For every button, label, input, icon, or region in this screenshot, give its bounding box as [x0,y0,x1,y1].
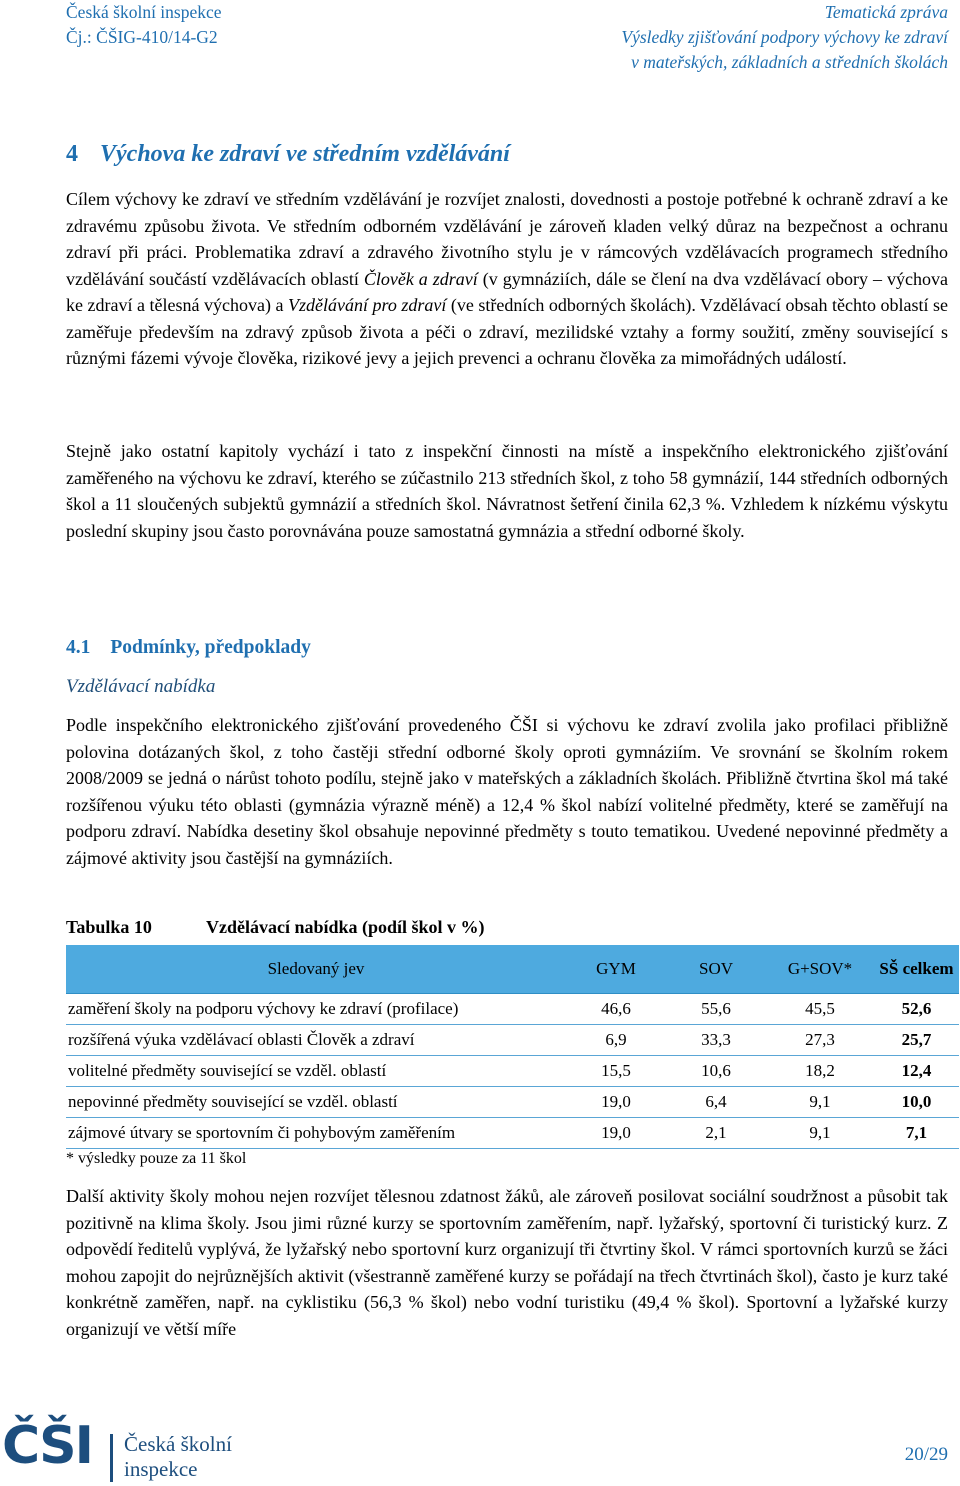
cell-gym: 19,0 [566,1087,666,1118]
cell-total: 7,1 [874,1118,959,1149]
row-label: nepovinné předměty související se vzděl. oblastí [66,1087,566,1118]
row-label: zájmové útvary se sportovním či pohybovým zaměřením [66,1118,566,1149]
subsubsection-heading: Vzdělávací nabídka [66,676,216,697]
table-row [66,994,959,1025]
section-number: 4 [66,141,78,167]
cell-sov: 6,4 [666,1087,766,1118]
table-row [66,1087,959,1118]
cell-gsov: 9,1 [766,1118,874,1149]
logo-abbreviation: ČŠI [2,1416,92,1476]
logo-name-line-2: inspekce [124,1457,198,1481]
intro-text-a: Cílem výchovy ke zdraví ve středním vzdělávání je rozvíjet znalosti, dovednosti a postoje potřebné k ochraně zdraví a ke zdravému způsobu života. Ve středním odborném vzdělávání je zároveň kladen velký důraz na bezpečnost a ochranu zdraví při práci. Problematika zdraví a zdravého životního stylu je v rámcových vzdělávacích programech středního vzdělávání součástí vzdělávacích oblastí [66,189,948,289]
table-header-row [66,945,959,994]
page-number: 20/29 [904,1444,948,1465]
header-report-scope: v mateřských, základních a středních školách [631,52,948,72]
header-report-title: Výsledky zjišťování podpory výchovy ke zdraví [621,27,948,47]
row-label: zaměření školy na podporu výchovy ke zdraví (profilace) [66,994,566,1025]
header-org: Česká školní inspekce [66,2,222,22]
col-header-sov: SOV [666,945,766,994]
subsection-number: 4.1 [66,637,91,658]
cell-gsov: 18,2 [766,1056,874,1087]
cell-sov: 33,3 [666,1025,766,1056]
table-note: * výsledky pouze za 11 škol [66,1150,247,1167]
cell-gsov: 45,5 [766,994,874,1025]
cell-sov: 55,6 [666,994,766,1025]
table-title: Vzdělávací nabídka (podíl škol v %) [206,917,485,937]
cell-total: 12,4 [874,1056,959,1087]
header-ref-number: Čj.: ČŠIG-410/14-G2 [66,27,218,47]
offer-paragraph: Podle inspekčního elektronického zjišťování provedeného ČŠI si výchovu ke zdraví zvolila jako profilaci přibližně polovina dotázaných škol, z toho častěji střední odborné školy oproti gymnáziím. Ve srovnání se školním rokem 2008/2009 se jedná o nárůst tohoto podílu, stejně jako v mateřských a základních školách. Přibližně čtvrtina škol má také rozšířenou výuku této oblasti (gymnázia výrazně méně) a 12,4 % škol nabízí volitelné předměty, které se zaměřují na podporu zdraví. Nabídka desetiny škol obsahuje nepovinné předměty s touto tematikou. Uvedené nepovinné předměty a zájmové aktivity jsou častější na gymnáziích. [66,715,948,868]
table-row [66,1056,959,1087]
csi-logo [0,1414,270,1484]
cell-total: 10,0 [874,1087,959,1118]
activities-paragraph: Další aktivity školy mohou nejen rozvíjet tělesnou zdatnost žáků, ale zároveň posilovat sociální soudržnost a působit tak pozitivně na klima školy. Jsou jimi různé kurzy se sportovním zaměřením, např. lyžařský, sportovní či turistický kurz. Z odpovědí ředitelů vyplývá, že lyžařský nebo sportovní kurz organizují tři čtvrtiny škol. V rámci sportovních kurzů se žáci mohou zapojit do nejrůznějších aktivit (všestranně zaměřené kurzy se pořádají na třech čtvrtinách škol), často je kurz také konkrétně zaměřen, např. na cyklistiku (56,3 % škol) nebo vodní turistiku (49,4 % škol). Sportovní a lyžařské kurzy organizují ve větší míře [66,1186,948,1339]
col-header-gsov: G+SOV* [766,945,874,994]
cell-gym: 15,5 [566,1056,666,1087]
col-header-total: SŠ celkem [874,945,959,994]
table-label: Tabulka 10 [66,917,152,937]
intro-text-c: (ve středních odborných školách). Vzdělávací obsah těchto oblastí se zaměřuje především na zdravý způsob života a péči o zdraví, mezilidské vztahy a formy soužití, změny související s různými fázemi vývoje člověka, rizikové jevy a jejich prevenci a ochranu člověka za mimořádných událostí. [66,295,948,368]
header-report-type: Tematická zpráva [824,2,948,22]
subsection-title: Podmínky, předpoklady [110,637,311,658]
cell-total: 52,6 [874,994,959,1025]
header-right [621,0,948,75]
table-row [66,1025,959,1056]
table-row [66,1118,959,1149]
education-offer-table [66,945,959,1149]
cell-total: 25,7 [874,1025,959,1056]
cell-gym: 19,0 [566,1118,666,1149]
cell-gym: 46,6 [566,994,666,1025]
cell-sov: 2,1 [666,1118,766,1149]
logo-name [124,1432,232,1482]
header-left [66,0,222,50]
cell-gym: 6,9 [566,1025,666,1056]
logo-divider [110,1434,113,1482]
section-title: Výchova ke zdraví ve středním vzdělávání [100,141,510,167]
row-label: rozšířená výuka vzdělávací oblasti Člověk a zdraví [66,1025,566,1056]
intro-term-2: Vzdělávání pro zdraví [287,295,447,315]
intro-paragraph [66,186,948,372]
cell-gsov: 9,1 [766,1087,874,1118]
intro-text-b: (v gymnáziích, dále se člení na dva vzdělávací obory – výchova ke zdraví a tělesná výchova) a [66,268,948,315]
intro-term-1: Člověk a zdraví [363,268,478,289]
cell-gsov: 27,3 [766,1025,874,1056]
col-header-indicator: Sledovaný jev [66,945,566,994]
methodology-paragraph: Stejně jako ostatní kapitoly vychází i tato z inspekční činnosti na místě a inspekčního elektronického zjišťování zaměřeného na výchovu ke zdraví, kterého se zúčastnilo 213 středních škol, z toho 58 gymnázií, 144 středních odborných škol a 11 sloučených subjektů gymnázií a středních škol. Návratnost šetření činila 62,3 %. Vzhledem k nízkému výskytu poslední skupiny jsou často porovnávána pouze samostatná gymnázia a střední odborné školy. [66,441,948,541]
section-heading [66,141,510,168]
row-label: volitelné předměty související se vzděl. oblastí [66,1056,566,1087]
logo-name-line-1: Česká školní [124,1432,232,1456]
subsection-heading [66,637,311,659]
col-header-gym: GYM [566,945,666,994]
cell-sov: 10,6 [666,1056,766,1087]
table-caption [66,917,485,938]
